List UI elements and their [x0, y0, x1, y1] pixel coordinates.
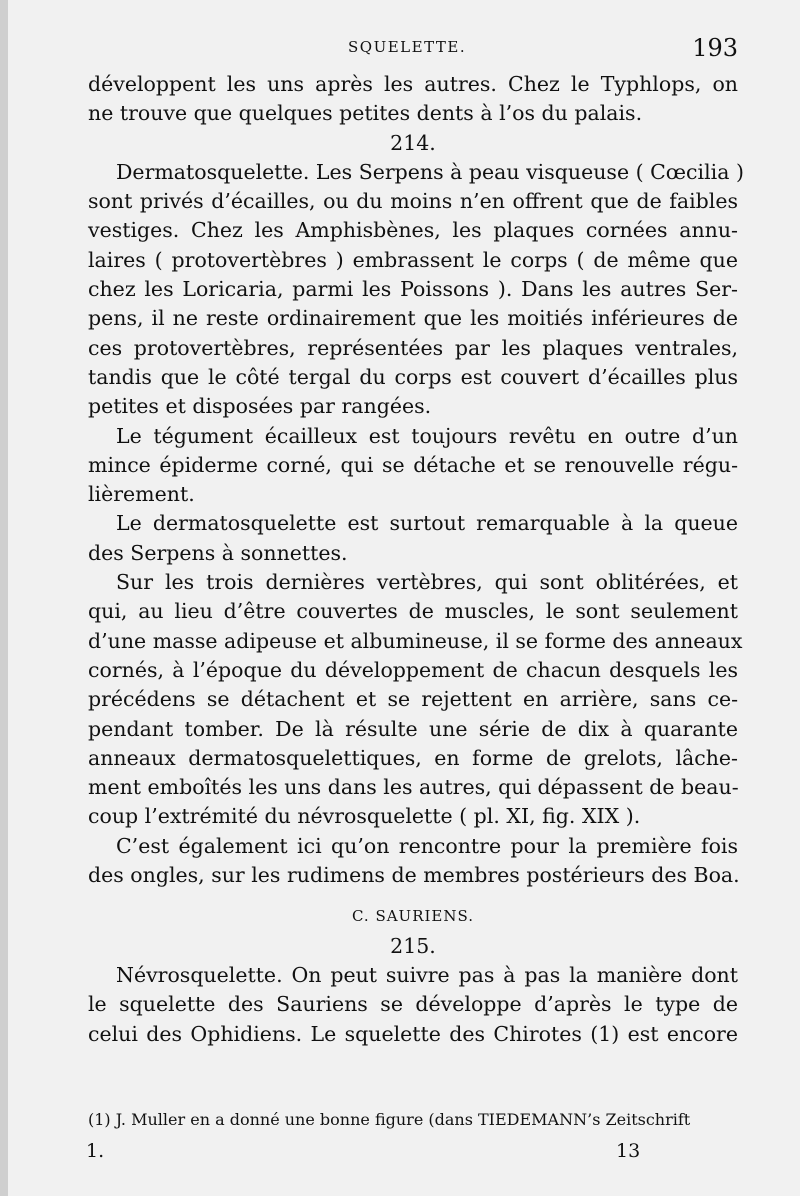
text-line: celui des Ophidiens. Le squelette des Chirotes (1) est encore — [88, 1021, 738, 1046]
text-line: Névrosquelette. On peut suivre pas à pas la manière dont — [116, 962, 738, 987]
text-line: cornés, à l’époque du développement de chacun desquels les — [88, 657, 738, 682]
text-line: Le tégument écailleux est toujours revêtu en outre d’un — [116, 423, 738, 448]
text-line: des Serpens à sonnettes. — [88, 540, 348, 565]
text-line: vestiges. Chez les Amphisbènes, les plaques cornées annu- — [88, 218, 738, 243]
signature-right: 13 — [616, 1140, 641, 1162]
text-line: sont privés d’écailles, ou du moins n’en offrent que de faibles — [88, 189, 738, 214]
signature-left: 1. — [86, 1140, 105, 1162]
section-number: 214. — [390, 130, 436, 155]
text-line: chez les Loricaria, parmi les Poissons ). Dans les autres Ser- — [88, 277, 738, 302]
text-line: lièrement. — [88, 482, 195, 507]
running-head — [88, 34, 738, 62]
running-title: SQUELETTE. — [348, 38, 467, 56]
text-line: Le dermatosquelette est surtout remarquable à la queue — [116, 511, 738, 536]
text-line: C’est également ici qu’on rencontre pour la première fois — [116, 833, 738, 858]
text-line: laires ( protovertèbres ) embrassent le corps ( de même que — [88, 247, 738, 272]
text-line: pendant tomber. De là résulte une série de dix à quarante — [88, 716, 738, 741]
text-line: anneaux dermatosquelettiques, en forme de grelots, lâche- — [88, 745, 738, 770]
text-line: qui, au lieu d’être couvertes de muscles, le sont seulement — [88, 599, 738, 624]
section-number: 215. — [390, 933, 436, 958]
section-title: C. SAURIENS. — [351, 907, 475, 926]
text-line: petites et disposées par rangées. — [88, 394, 432, 419]
text-line: pens, il ne reste ordinairement que les moitiés inférieures de — [88, 306, 738, 331]
text-line: développent les uns après les autres. Chez le Typhlops, on — [88, 72, 738, 96]
footnote: (1) J. Muller en a donné une bonne figure (dans TIEDEMANN’s Zeitschrift — [88, 1110, 691, 1129]
text-line: ment emboîtés les uns dans les autres, qui dépassent de beau- — [88, 775, 739, 800]
text-line: mince épiderme corné, qui se détache et se renouvelle régu- — [88, 452, 738, 477]
text-line: Dermatosquelette. Les Serpens à peau visqueuse ( Cœcilia ) — [116, 159, 744, 184]
text-line: des ongles, sur les rudimens de membres postérieurs des Boa. — [88, 863, 740, 888]
text-line: le squelette des Sauriens se développe d’après le type de — [88, 992, 738, 1017]
text-line: précédens se détachent et se rejettent en arrière, sans ce- — [88, 687, 738, 712]
book-page — [8, 0, 800, 1196]
body-text — [88, 70, 744, 1049]
page-footer — [86, 1140, 736, 1166]
text-line: coup l’extrémité du névrosquelette ( pl. XI, fig. XIX ). — [88, 804, 641, 829]
text-line: d’une masse adipeuse et albumineuse, il se forme des anneaux — [88, 628, 743, 653]
text-line: Sur les trois dernières vertèbres, qui sont oblitérées, et — [116, 570, 738, 595]
text-line: ne trouve que quelques petites dents à l’os du palais. — [88, 101, 643, 126]
page-number: 193 — [692, 34, 738, 62]
text-line: tandis que le côté tergal du corps est couvert d’écailles plus — [88, 364, 738, 389]
text-line: ces protovertèbres, représentées par les plaques ventrales, — [88, 335, 738, 360]
